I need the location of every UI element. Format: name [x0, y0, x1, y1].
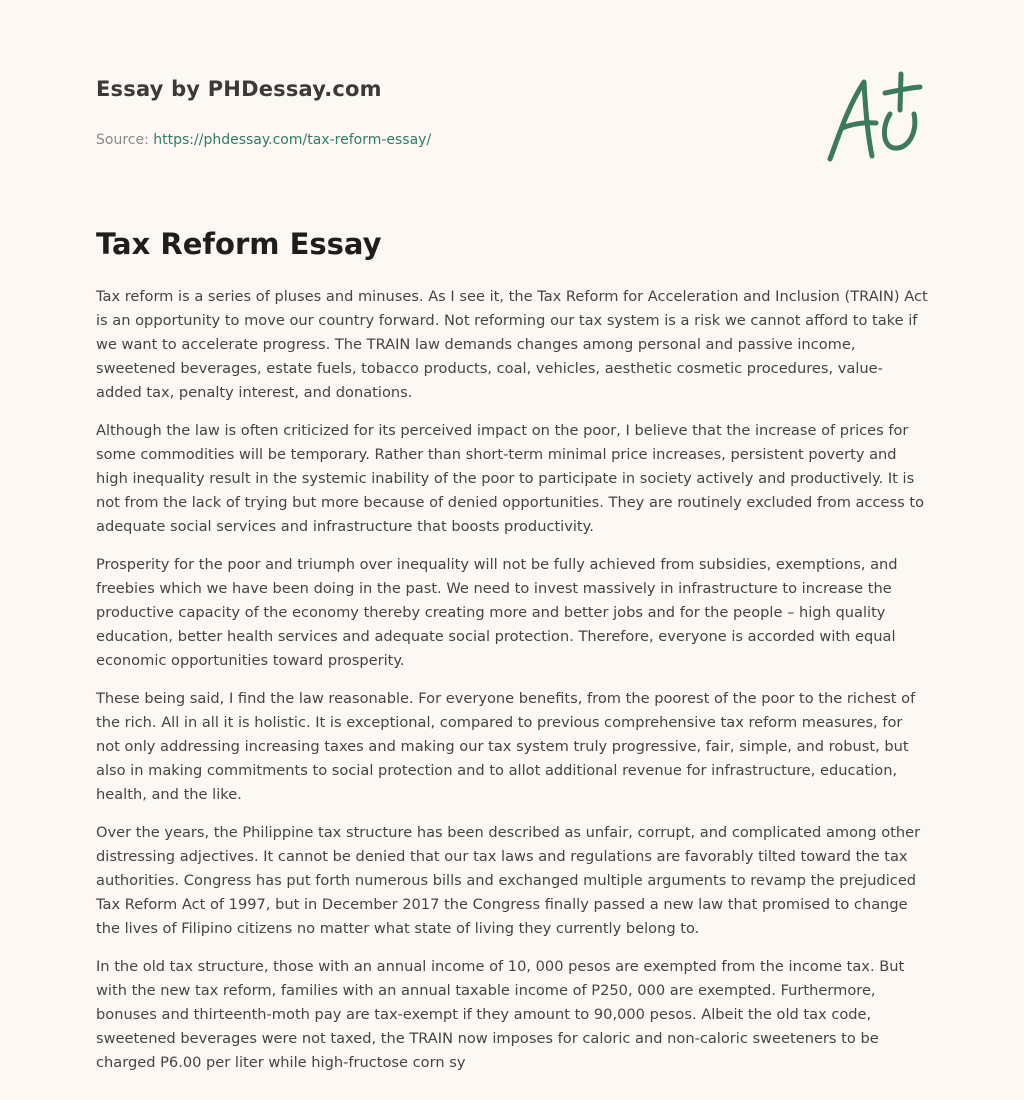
source-line: [96, 130, 796, 150]
paragraph: Prosperity for the poor and triumph over inequality will not be fully achieved from subsidies, exemptions, and freebies which we have been doing in the past. We need to invest massively in infrastructure to increase the productive capacity of the economy thereby creating more and better jobs and for the people – high quality education, better health services and adequate social protection. Therefore, everyone is accorded with equal economic opportunities toward prosperity.: [96, 556, 898, 669]
paragraph: Although the law is often criticized for its perceived impact on the poor, I believe that the increase of prices for some commodities will be temporary. Rather than short-term minimal price increases, persistent poverty and high inequality result in the systemic inability of the poor to participate in society actively and productively. It is not from the lack of trying but more because of denied opportunities. They are routinely excluded from access to adequate social services and infrastructure that boosts productivity.: [96, 422, 925, 535]
article-title: Tax Reform Essay: [96, 227, 382, 261]
source-label: Source:: [96, 132, 149, 148]
paragraph: Over the years, the Philippine tax structure has been described as unfair, corrupt, and complicated among other distressing adjectives. It cannot be denied that our tax laws and regulations are favorably tilted toward the tax authorities. Congress has put forth numerous bills and exchanged multiple arguments to revamp the prejudiced Tax Reform Act of 1997, but in December 2017 the Congress finally passed a new law that promised to change the lives of Filipino citizens no matter what state of living they currently belong to.: [96, 824, 921, 937]
source-link[interactable]: https://phdessay.com/tax-reform-essay/: [153, 132, 432, 148]
page-header: [96, 72, 796, 150]
paragraph: These being said, I find the law reasonable. For everyone benefits, from the poorest of the poor to the richest of the rich. All in all it is holistic. It is exceptional, compared to previous comprehensive tax reform measures, for not only addressing increasing taxes and making our tax system truly progressive, fair, simple, and robust, but also in making commitments to social protection and to allot additional revenue for infrastructure, education, health, and the like.: [96, 690, 916, 803]
paragraph: In the old tax structure, those with an annual income of 10, 000 pesos are exempted from the income tax. But with the new tax reform, families with an annual taxable income of P250, 000 are exempted. Furthermore, bonuses and thirteenth-moth pay are tax-exempt if they amount to 90,000 pesos. Albeit the old tax code, sweetened beverages were not taxed, the TRAIN now imposes for caloric and non-caloric sweeteners to be charged P6.00 per liter while high-fructose corn sy: [96, 958, 905, 1071]
paragraph: Tax reform is a series of pluses and minuses. As I see it, the Tax Reform for Acceleration and Inclusion (TRAIN) Act is an opportunity to move our country forward. Not reforming our tax system is a risk we cannot afford to take if we want to accelerate progress. The TRAIN law demands changes among personal and passive income, sweetened beverages, estate fuels, tobacco products, coal, vehicles, aesthetic cosmetic procedures, value-added tax, penalty interest, and donations.: [96, 288, 928, 401]
brand-title: Essay by PHDessay.com: [96, 77, 382, 101]
a-plus-grade-icon: [818, 66, 930, 166]
article-body: [96, 285, 928, 1089]
